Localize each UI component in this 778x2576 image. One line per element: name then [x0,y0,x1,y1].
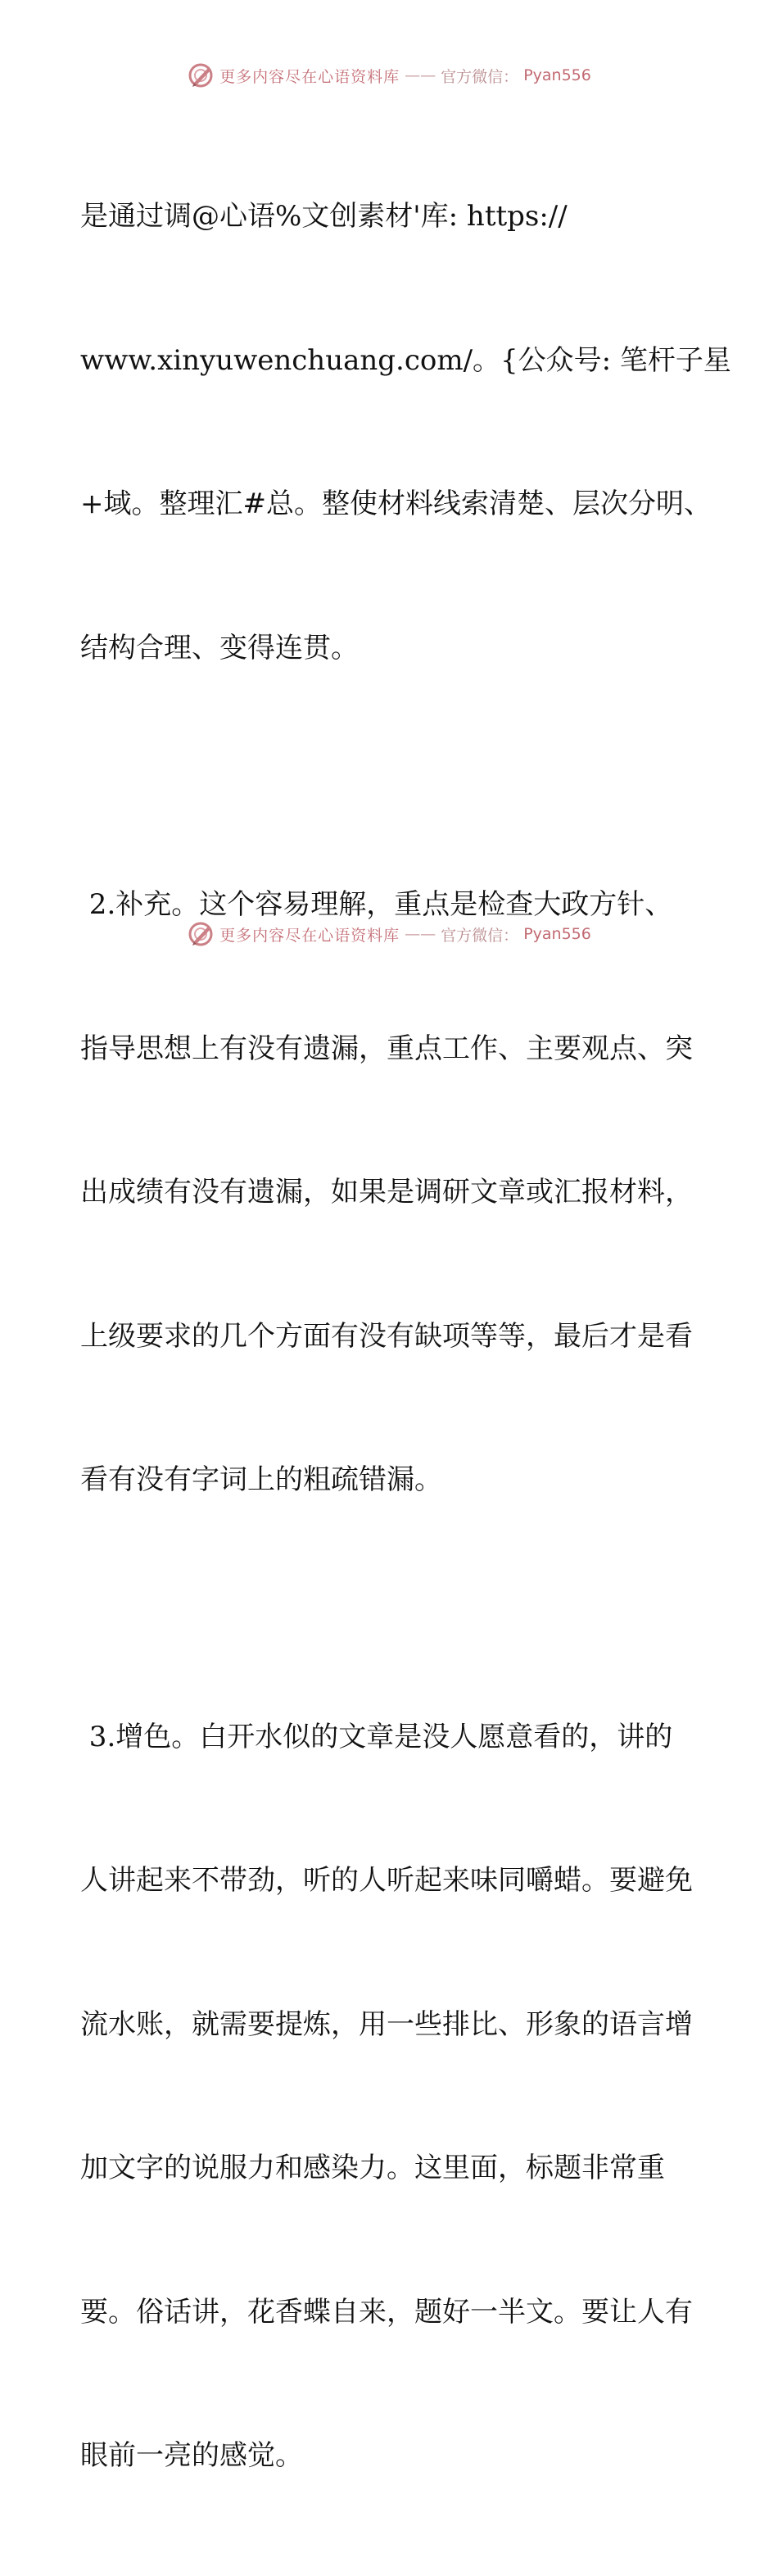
text-line: 2.补充。这个容易理解，重点是检查大政方针、 [80,888,673,921]
header-wechat-id: Pyan556 [523,66,591,84]
footer-separator: —— [405,925,436,943]
text-line: www.xinyuwenchuang.com/。{公众号: 笔杆子星 [80,343,731,377]
text-line: 指导思想上有没有遗漏，重点工作、主要观点、突 [80,1032,693,1065]
text-line: 结构合理、变得连贯。 [80,631,359,664]
footer-brand-text: 更多内容尽在心语资料库 [219,926,400,945]
text-line: 流水账，就需要提炼，用一些排比、形象的语言增 [80,2007,693,2041]
header-separator: —— [405,66,436,84]
header-watermark-banner [0,59,778,92]
text-line: 要。俗话讲，花香蝶自来，题好一半文。要让人有 [80,2295,693,2329]
text-line: 上级要求的几个方面有没有缺项等等，最后才是看 [80,1319,693,1353]
footer-wechat-id: Pyan556 [523,925,591,943]
text-line: 人讲起来不带劲，听的人听起来味同嚼蜡。要避免 [80,1864,693,1897]
text-line: 是通过调@心语%文创素材'库: https:// [80,200,568,233]
document-body [80,97,731,2576]
text-line: 加文字的说服力和感染力。这里面，标题非常重 [80,2152,665,2184]
header-brand-text: 更多内容尽在心语资料库 [219,67,400,86]
footer-watermark-banner [0,918,778,950]
text-line: 眼前一亮的感觉。 [80,2439,303,2472]
footer-official-label: 官方微信： [441,926,519,945]
text-line: +域。整理汇#总。整使材料线索清楚、层次分明、 [80,488,712,520]
paragraph-3 [80,1617,703,2576]
text-line: 3.增色。白开水似的文章是没人愿意看的，讲的 [80,1720,673,1753]
paragraph-1 [80,97,731,768]
text-line: 出成绩有没有遗漏，如果是调研文章或汇报材料， [80,1176,693,1209]
paragraph-2 [80,785,703,1600]
pen-logo-icon [187,61,215,89]
header-official-label: 官方微信： [441,67,519,86]
text-line: 看有没有字词上的粗疏错漏。 [80,1463,442,1496]
pen-logo-icon [187,920,215,948]
